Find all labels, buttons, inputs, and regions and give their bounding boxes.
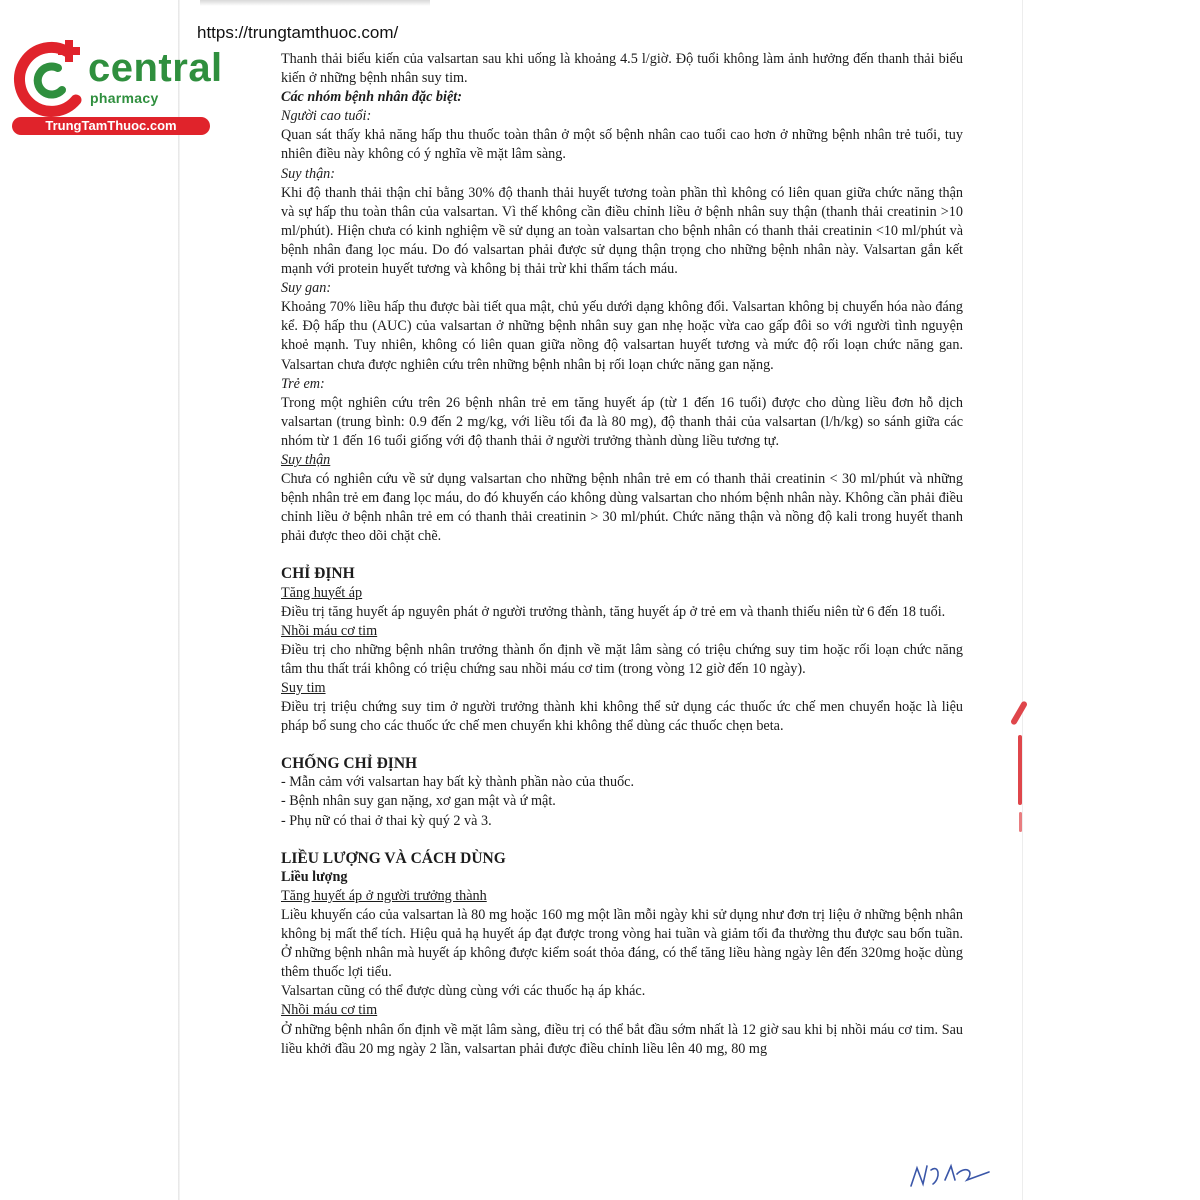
subheading: Tăng huyết áp ở người trưởng thành [281, 887, 487, 904]
subheading: Liều lượng [281, 868, 348, 885]
subheading: Suy gan: [281, 280, 332, 297]
document-body [281, 50, 963, 1059]
paragraph: Khi độ thanh thải thận chỉ bằng 30% độ thanh thải huyết tương toàn phần thì không có liên quan giữa chức năng thận và sự hấp thu toàn thân của valsartan. Vì thế không cần điều chỉnh liều ở bệnh nhân suy thận (thanh thải creatinin >10 ml/phút). Hiện chưa có kinh nghiệm về sử dụng an toàn valsartan cho bệnh nhân có thanh thải creatinin <10 ml/phút và bệnh nhân đang lọc máu. Do đó valsartan phải được sử dụng thận trọng cho những bệnh nhân này. Valsartan gắn kết mạnh với protein huyết tương và không bị thải trừ khi thẩm tách máu. [281, 184, 963, 278]
subheading: Tăng huyết áp [281, 584, 363, 601]
paragraph: Valsartan cũng có thể được dùng cùng với các thuốc hạ áp khác. [281, 983, 646, 1000]
signature-mark [905, 1158, 995, 1194]
paragraph: Ở những bệnh nhân ổn định về mặt lâm sàng, điều trị có thể bắt đầu sớm nhất là 12 giờ sau khi bị nhồi máu cơ tim. Sau liều khởi đầu 20 mg ngày 2 lần, valsartan phải được điều chỉnh liều lên 40 mg, 80 mg [281, 1021, 963, 1057]
section-heading: LIỀU LƯỢNG VÀ CÁCH DÙNG [281, 849, 506, 867]
subheading: Suy thận: [281, 165, 335, 182]
logo-subtitle: pharmacy [90, 90, 159, 106]
paragraph: Liều khuyến cáo của valsartan là 80 mg hoặc 160 mg một lần mỗi ngày khi sử dụng như đơn trị liệu ở những bệnh nhân không bị mất thể tích. Hiệu quả hạ huyết áp đạt được trong vòng hai tuần và giảm tối đa thường thu được sau bốn tuần. Ở những bệnh nhân mà huyết áp không được kiểm soát thỏa đáng, có thể tăng liều hàng ngày lên đến 320mg hoặc dùng thêm thuốc lợi tiểu. [281, 906, 963, 981]
section-heading: CHỐNG CHỈ ĐỊNH [281, 755, 418, 773]
subheading: Trẻ em: [281, 375, 325, 392]
stamp-mark [1018, 735, 1022, 805]
section-heading: CHỈ ĐỊNH [281, 565, 355, 583]
list-item: - Bệnh nhân suy gan nặng, xơ gan mật và ứ mật. [281, 793, 556, 810]
subheading: Suy tim [281, 680, 326, 696]
stamp-mark [1019, 812, 1022, 832]
source-url: https://trungtamthuoc.com/ [197, 23, 399, 42]
section-heading: Các nhóm bệnh nhân đặc biệt: [281, 89, 462, 106]
paragraph: Trong một nghiên cứu trên 26 bệnh nhân trẻ em tăng huyết áp (từ 1 đến 16 tuổi) được cho dùng liều đơn hỗ dịch valsartan (trung bình: 0.9 đến 2 mg/kg, với liều tối đa là 80 mg), độ thanh thải của valsartan (l/h/kg) so sánh giữa các nhóm từ 1 đến 16 tuổi giống với độ thanh thải ở người trưởng thành dùng liều tương tự. [281, 394, 963, 449]
subheading: Nhồi máu cơ tim [281, 622, 378, 639]
subheading: Nhồi máu cơ tim [281, 1002, 378, 1019]
page-edge-left [178, 0, 180, 1200]
paragraph: Quan sát thấy khả năng hấp thu thuốc toàn thân ở một số bệnh nhân cao tuổi cao hơn ở những bệnh nhân trẻ tuổi, tuy nhiên điều này không có ý nghĩa về mặt lâm sàng. [281, 127, 963, 163]
subheading: Người cao tuổi: [281, 108, 372, 125]
paragraph: Điều trị cho những bệnh nhân trưởng thành ổn định về mặt lâm sàng có triệu chứng suy tim hoặc rối loạn chức năng tâm thu thất trái không có triệu chứng sau nhồi máu cơ tim (trong vòng 12 giờ đến 10 ngày). [281, 641, 963, 677]
list-item: - Mẫn cảm với valsartan hay bất kỳ thành phần nào của thuốc. [281, 774, 635, 791]
logo-site-bar: TrungTamThuoc.com [12, 117, 210, 135]
scan-smudge [200, 0, 430, 6]
subheading: Suy thận [281, 451, 331, 468]
paragraph: Điều trị tăng huyết áp nguyên phát ở người trưởng thành, tăng huyết áp ở trẻ em và thanh thiếu niên từ 6 đến 18 tuổi. [281, 603, 946, 620]
paragraph: Thanh thải biểu kiến của valsartan sau khi uống là khoảng 4.5 l/giờ. Độ tuổi không làm ảnh hưởng đến thanh thải biểu kiến ở những bệnh nhân suy tim. [281, 51, 963, 87]
page-edge-right [1022, 0, 1023, 1200]
stamp-mark [1010, 700, 1028, 726]
paragraph: Điều trị triệu chứng suy tim ở người trưởng thành khi không thể sử dụng các thuốc ức chế men chuyển hoặc là liệu pháp bổ sung cho các thuốc ức chế men chuyển khi không thể dùng các thuốc chẹn beta. [281, 699, 963, 735]
logo-wordmark: central [88, 46, 223, 90]
list-item: - Phụ nữ có thai ở thai kỳ quý 2 và 3. [281, 812, 492, 829]
paragraph: Chưa có nghiên cứu về sử dụng valsartan cho những bệnh nhân trẻ em có thanh thải creatinin < 30 ml/phút và những bệnh nhân trẻ em đang lọc máu, do đó khuyến cáo không dùng valsartan cho nhóm bệnh nhân này. Không cần phải điều chỉnh liều ở bệnh nhân trẻ em có thanh thải creatinin > 30 ml/phút. Chức năng thận và nồng độ kali trong huyết thanh phải được theo dõi chặt chẽ. [281, 471, 963, 545]
paragraph: Khoảng 70% liều hấp thu được bài tiết qua mật, chủ yếu dưới dạng không đổi. Valsartan không bị chuyển hóa nào đáng kể. Độ hấp thu (AUC) của valsartan ở những bệnh nhân suy gan nhẹ hoặc vừa cao gấp đôi so với người tình nguyện khoẻ mạnh. Tuy nhiên, không có liên quan giữa nồng độ valsartan huyết tương và mức độ rối loạn chức năng gan. Valsartan chưa được nghiên cứu trên những bệnh nhân bị rối loạn chức năng gan nặng. [281, 299, 963, 373]
